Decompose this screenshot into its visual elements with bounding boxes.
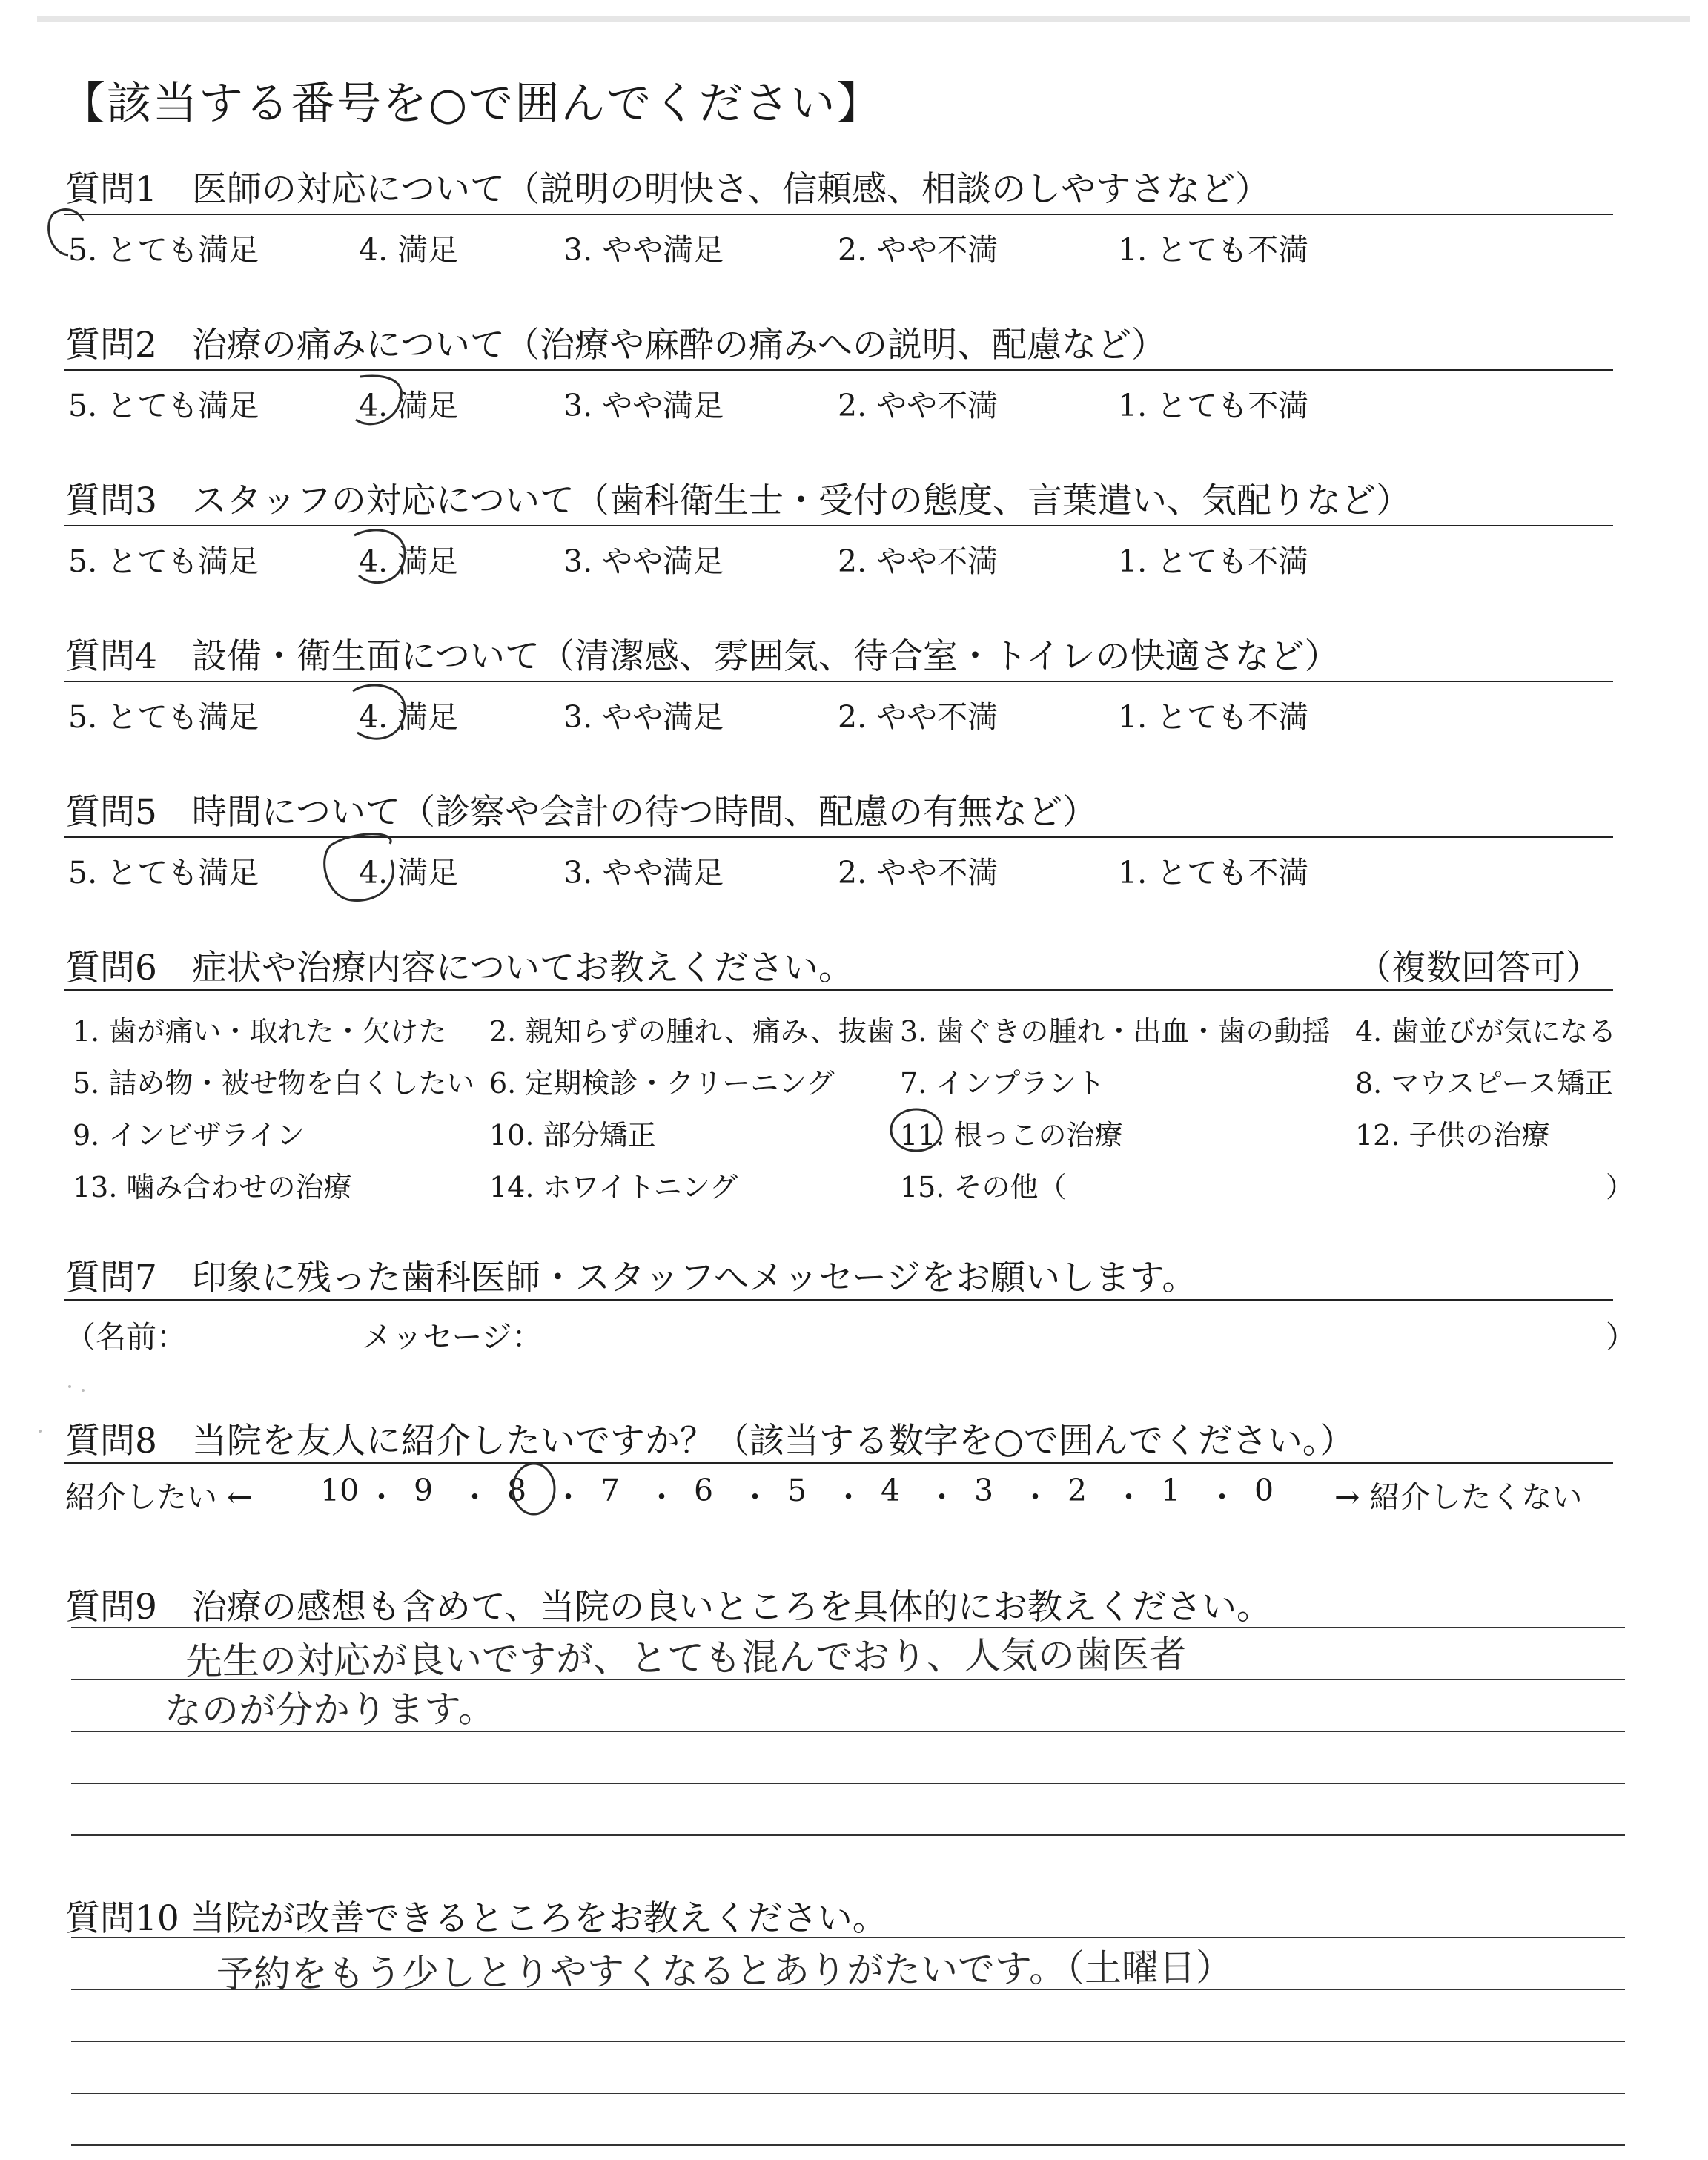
q10-handwritten-answer-line-1: 予約をもう少しとりやすくなるとありがたいです。（土曜日） [216,1946,1234,1996]
question-2 [65,317,1166,367]
question-9 [65,1579,1271,1629]
question-4 [65,629,1340,678]
question-7-label: 質問7 [65,1258,157,1298]
q6-other-close-paren: ） [1606,1171,1635,1203]
scan-speck [82,1389,85,1392]
q6-item-3[interactable]: 3. 歯ぐきの腫れ・出血・歯の動揺 [900,1015,1331,1048]
question-8-rule [64,1462,1613,1464]
q7-name-label: （名前： [65,1319,187,1355]
question-6-text: 症状や治療内容についてお教えください。 [191,948,853,988]
q3-option-2[interactable]: 2. やや不満 [838,544,999,579]
question-10-text: 当院が改善できるところをお教えください。 [190,1898,887,1939]
q8-number-1[interactable]: 1 [1161,1473,1181,1508]
question-3-rule [64,525,1613,526]
question-4-text: 設備・衛生面について（清潔感、雰囲気、待合室・トイレの快適さなど） [191,636,1340,677]
question-7-rule [64,1299,1613,1301]
q8-number-7[interactable]: 7 [600,1473,620,1508]
question-8-label: 質問8 [65,1421,157,1462]
q6-item-10[interactable]: 10. 部分矯正 [489,1119,656,1152]
question-8 [65,1413,1354,1463]
q1-option-2[interactable]: 2. やや不満 [838,232,999,268]
q2-option-3[interactable]: 3. やや満足 [563,388,724,423]
q1-option-3[interactable]: 3. やや満足 [563,232,724,268]
q8-number-0[interactable]: 0 [1254,1473,1274,1508]
question-5 [65,785,1097,834]
q8-separator: ・ [646,1479,677,1515]
q5-option-4[interactable]: 4. 満足 [359,855,459,891]
q8-separator: ・ [553,1479,583,1515]
question-1-text: 医師の対応について（説明の明快さ、信頼感、相談のしやすさなど） [191,169,1271,210]
question-10 [65,1891,887,1941]
question-3-label: 質問3 [65,480,157,521]
q8-separator: ・ [740,1479,770,1515]
q3-option-4[interactable]: 4. 満足 [359,544,459,579]
q5-option-1[interactable]: 1. とても不満 [1118,855,1309,891]
question-1-rule [64,214,1613,215]
q5-option-5[interactable]: 5. とても満足 [68,855,259,891]
question-9-text: 治療の感想も含めて、当院の良いところを具体的にお教えください。 [191,1587,1271,1628]
q8-number-4[interactable]: 4 [881,1473,901,1508]
scan-top-edge [37,16,1690,22]
q9-answer-line [71,1783,1625,1784]
q1-option-4[interactable]: 4. 満足 [359,232,459,268]
q4-option-1[interactable]: 1. とても不満 [1118,699,1309,735]
question-4-label: 質問4 [65,636,157,677]
question-6-label: 質問6 [65,948,157,988]
question-9-label: 質問9 [65,1587,157,1628]
q6-item-6[interactable]: 6. 定期検診・クリーニング [489,1067,835,1100]
q5-option-2[interactable]: 2. やや不満 [838,855,999,891]
q2-option-1[interactable]: 1. とても不満 [1118,388,1309,423]
scan-speck [39,1430,42,1433]
q8-number-2[interactable]: 2 [1068,1473,1088,1508]
q3-option-5[interactable]: 5. とても満足 [68,544,259,579]
question-3 [65,473,1411,523]
question-5-rule [64,836,1613,838]
q10-answer-line [71,2144,1625,2146]
q6-item-4[interactable]: 4. 歯並びが気になる [1355,1015,1617,1048]
q8-number-9[interactable]: 9 [414,1473,434,1508]
q10-answer-line [71,1937,1625,1938]
q8-separator: ・ [927,1479,957,1515]
q6-item-8[interactable]: 8. マウスピース矯正 [1355,1067,1613,1100]
q7-message-label: メッセージ： [362,1319,543,1355]
question-2-text: 治療の痛みについて（治療や麻酔の痛みへの説明、配慮など） [191,325,1167,366]
question-5-text: 時間について（診察や会計の待つ時間、配慮の有無など） [191,792,1097,833]
q3-option-1[interactable]: 1. とても不満 [1118,544,1309,579]
question-7 [65,1250,1196,1300]
q2-option-4[interactable]: 4. 満足 [359,388,459,423]
q4-option-4[interactable]: 4. 満足 [359,699,459,735]
scan-speck [68,1385,71,1388]
q6-item-1[interactable]: 1. 歯が痛い・取れた・欠けた [73,1015,447,1048]
q6-item-9[interactable]: 9. インビザライン [73,1119,305,1152]
q6-item-7[interactable]: 7. インプラント [900,1067,1105,1100]
question-3-text: スタッフの対応について（歯科衛生士・受付の態度、言葉遣い、気配りなど） [191,480,1411,521]
q8-separator: ・ [1020,1479,1050,1515]
q1-option-5[interactable]: 5. とても満足 [68,232,259,268]
q6-item-13[interactable]: 13. 噛み合わせの治療 [73,1171,352,1203]
q8-separator: ・ [833,1479,864,1515]
q8-number-6[interactable]: 6 [694,1473,714,1508]
question-2-label: 質問2 [65,325,157,366]
q8-number-10[interactable]: 10 [320,1473,360,1508]
q5-option-3[interactable]: 3. やや満足 [563,855,724,891]
q8-separator: ・ [1207,1479,1237,1515]
q8-separator: ・ [366,1479,397,1515]
q1-option-1[interactable]: 1. とても不満 [1118,232,1309,268]
q9-handwritten-answer-line-2: なのが分かります。 [164,1687,496,1733]
question-8-text: 当院を友人に紹介したいですか？（該当する数字を○で囲んでください。） [191,1421,1355,1462]
q4-option-2[interactable]: 2. やや不満 [838,699,999,735]
q8-number-5[interactable]: 5 [787,1473,807,1508]
q10-answer-line [71,2041,1625,2042]
question-1 [65,162,1270,211]
question-6-rule [64,989,1613,991]
question-2-rule [64,369,1613,371]
q8-right-label: → 紹介したくない [1334,1479,1583,1515]
q8-left-label: 紹介したい ← [65,1479,253,1515]
q2-option-5[interactable]: 5. とても満足 [68,388,259,423]
q8-number-8[interactable]: 8 [507,1473,527,1508]
question-5-label: 質問5 [65,792,157,833]
q6-item-14[interactable]: 14. ホワイトニング [489,1171,738,1203]
q8-separator: ・ [460,1479,490,1515]
question-4-rule [64,681,1613,682]
q4-option-3[interactable]: 3. やや満足 [563,699,724,735]
q3-option-3[interactable]: 3. やや満足 [563,544,724,579]
q6-item-5[interactable]: 5. 詰め物・被せ物を白くしたい [73,1067,475,1100]
q6-item-11[interactable]: 11. 根っこの治療 [900,1119,1123,1152]
q9-handwritten-answer-line-1: 先生の対応が良いですが、とても混んでおり、人気の歯医者 [185,1633,1187,1683]
q8-number-3[interactable]: 3 [974,1473,994,1508]
question-6-note: （複数回答可） [1357,948,1601,988]
question-7-text: 印象に残った歯科医師・スタッフへメッセージをお願いします。 [191,1258,1197,1298]
q6-item-2[interactable]: 2. 親知らずの腫れ、痛み、抜歯 [489,1015,895,1048]
q10-answer-line [71,2093,1625,2094]
q8-separator: ・ [1113,1479,1144,1515]
question-1-label: 質問1 [65,169,157,210]
q4-option-5[interactable]: 5. とても満足 [68,699,259,735]
q7-close-paren: ） [1606,1319,1636,1355]
question-10-label: 質問10 [65,1898,179,1939]
q9-answer-line [71,1834,1625,1836]
question-6 [65,940,853,990]
q6-item-15[interactable]: 15. その他（ [900,1171,1067,1203]
q6-item-12[interactable]: 12. 子供の治療 [1355,1119,1550,1152]
form-title: 【該当する番号を○で囲んでください】 [61,78,883,130]
q2-option-2[interactable]: 2. やや不満 [838,388,999,423]
